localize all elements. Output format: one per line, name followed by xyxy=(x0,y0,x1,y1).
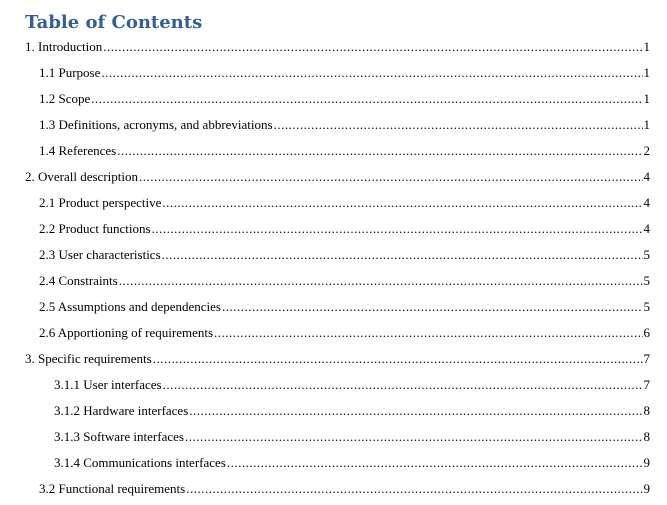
toc-entry-text: 2.6 Apportioning of requirements xyxy=(39,325,214,340)
toc-entry[interactable] xyxy=(0,320,667,346)
toc-leader-dots xyxy=(162,242,643,268)
toc-entry-text: 1.4 References xyxy=(39,143,117,158)
toc-entry[interactable] xyxy=(0,190,667,216)
toc-page-number: 1 xyxy=(643,117,650,132)
toc-page-number: 7 xyxy=(643,377,650,392)
toc-entry-text: 3.1.3 Software interfaces xyxy=(54,429,184,444)
toc-entry[interactable] xyxy=(0,164,667,190)
toc-leader-dots xyxy=(152,216,643,242)
toc-page-number: 8 xyxy=(643,403,650,418)
toc-entry-text: 3.1.1 User interfaces xyxy=(54,377,162,392)
toc-entry-text: 2.5 Assumptions and dependencies xyxy=(39,299,221,314)
toc-page-number: 1 xyxy=(643,39,650,54)
toc-entry[interactable] xyxy=(0,112,667,138)
toc-entry-text: 3.1.4 Communications interfaces xyxy=(54,455,226,470)
toc-entry-text: 1.1 Purpose xyxy=(39,65,101,80)
toc-page-number: 2 xyxy=(643,143,650,158)
toc-entry[interactable] xyxy=(0,86,667,112)
toc-leader-dots xyxy=(103,34,642,60)
toc-page-number: 5 xyxy=(643,299,650,314)
toc-entry[interactable] xyxy=(0,294,667,320)
toc-leader-dots xyxy=(222,294,643,320)
toc-title: Table of Contents xyxy=(25,12,203,33)
toc-entry-text: 3. Specific requirements xyxy=(25,351,152,366)
toc-entry[interactable] xyxy=(0,476,667,502)
toc-entry[interactable] xyxy=(0,216,667,242)
toc-entry[interactable] xyxy=(0,398,667,424)
toc-entry[interactable] xyxy=(0,346,667,372)
toc-entry-text: 2. Overall description xyxy=(25,169,138,184)
toc-entry[interactable] xyxy=(0,138,667,164)
toc-entry-text: 1.3 Definitions, acronyms, and abbreviations xyxy=(39,117,273,132)
toc-list xyxy=(0,34,667,502)
toc-entry[interactable] xyxy=(0,372,667,398)
toc-leader-dots xyxy=(101,60,642,86)
toc-entry[interactable] xyxy=(0,60,667,86)
toc-leader-dots xyxy=(227,450,643,476)
toc-page-number: 6 xyxy=(643,325,650,340)
toc-entry[interactable] xyxy=(0,268,667,294)
toc-page-number: 5 xyxy=(643,273,650,288)
toc-leader-dots xyxy=(119,268,643,294)
toc-leader-dots xyxy=(274,112,643,138)
toc-leader-dots xyxy=(139,164,643,190)
toc-entry-text: 3.1.2 Hardware interfaces xyxy=(54,403,189,418)
toc-entry-text: 2.3 User characteristics xyxy=(39,247,161,262)
toc-page-number: 4 xyxy=(643,195,650,210)
toc-entry-text: 1. Introduction xyxy=(25,39,103,54)
toc-leader-dots xyxy=(117,138,642,164)
toc-leader-dots xyxy=(162,190,642,216)
toc-entry-text: 2.2 Product functions xyxy=(39,221,151,236)
toc-entry[interactable] xyxy=(0,450,667,476)
toc-entry-text: 2.4 Constraints xyxy=(39,273,118,288)
toc-page-number: 9 xyxy=(643,481,650,496)
toc-entry-text: 1.2 Scope xyxy=(39,91,91,106)
toc-leader-dots xyxy=(185,424,643,450)
toc-page-number: 5 xyxy=(643,247,650,262)
toc-entry-text: 2.1 Product perspective xyxy=(39,195,162,210)
toc-leader-dots xyxy=(186,476,642,502)
toc-page-number: 8 xyxy=(643,429,650,444)
toc-leader-dots xyxy=(163,372,643,398)
toc-leader-dots xyxy=(189,398,642,424)
toc-leader-dots xyxy=(214,320,642,346)
toc-entry-text: 3.2 Functional requirements xyxy=(39,481,186,496)
toc-page-number: 7 xyxy=(643,351,650,366)
toc-leader-dots xyxy=(91,86,642,112)
toc-page-number: 1 xyxy=(643,91,650,106)
toc-entry[interactable] xyxy=(0,424,667,450)
toc-page-number: 1 xyxy=(643,65,650,80)
toc-entry[interactable] xyxy=(0,34,667,60)
toc-page-number: 9 xyxy=(643,455,650,470)
toc-page-number: 4 xyxy=(643,169,650,184)
toc-entry[interactable] xyxy=(0,242,667,268)
toc-page-number: 4 xyxy=(643,221,650,236)
toc-leader-dots xyxy=(153,346,643,372)
